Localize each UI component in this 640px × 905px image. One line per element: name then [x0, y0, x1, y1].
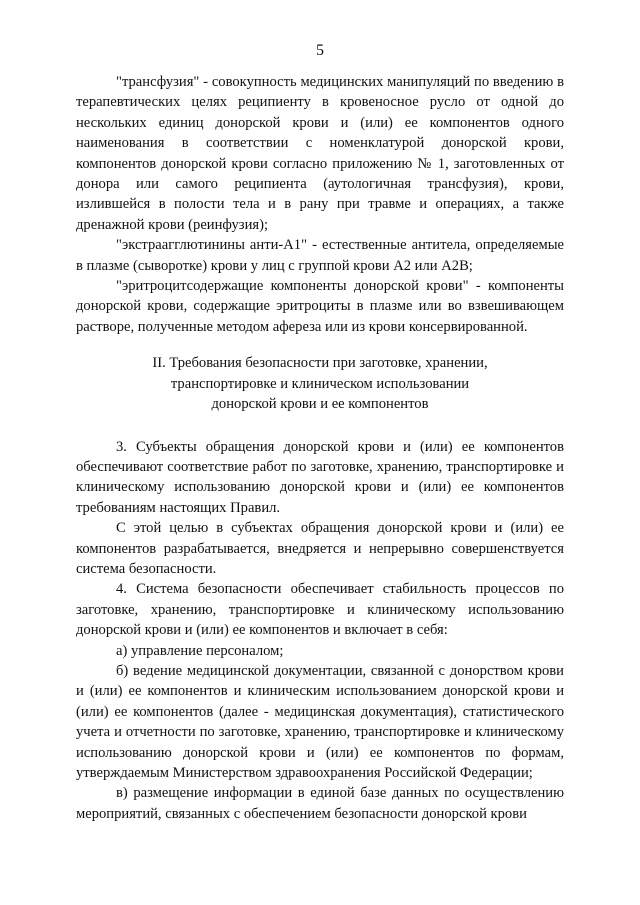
page-number: 5 [316, 42, 324, 59]
section-heading-line-1: II. Требования безопасности при заготовке, хранении, [152, 355, 488, 372]
section-heading [76, 353, 564, 414]
definition-transfusion-paragraph: "трансфузия" - совокупность медицинских манипуляций по введению в терапевтических целях реципиенту в кровеносное русло от одной до нескольких единиц донорской крови и (или) ее компонентов одного наименования в соответствии с номенклатурой донорской крови, компонентов донорской крови согласно приложению № 1, заготовленных от донора или самого реципиента (аутологичная трансфузия), крови, излившейся в полости тела и в рану при травме и операциях, а также дренажной крови (реинфузия); [76, 74, 564, 233]
definition-erythrocyte-components-paragraph: "эритроцитсодержащие компоненты донорской крови" - компоненты донорской крови, содержащие эритроциты в плазме или во взвешивающем растворе, полученные методом афереза или из крови консервированной. [76, 278, 564, 335]
definition-extraagglutinins-paragraph: "экстраагглютинины анти-A1" - естественные антитела, определяемые в плазме (сыворотке) крови у лиц с группой крови A2 или A2B; [76, 237, 564, 274]
clause-3-paragraph: 3. Субъекты обращения донорской крови и (или) ее компонентов обеспечивают соответствие работ по заготовке, хранению, транспортировке и клиническому использованию донорской крови и (или) ее компонентов требованиям настоящих Правил. [76, 438, 564, 516]
clause-4-paragraph: 4. Система безопасности обеспечивает стабильность процессов по заготовке, хранению, транспортировке и клиническому использованию донорской крови и (или) ее компонентов и включает в себя: [76, 581, 564, 639]
clause-4a-paragraph: а) управление персоналом; [116, 642, 284, 659]
clause-4b-paragraph: б) ведение медицинской документации, связанной с донорством крови и (или) ее компонентов и клиническим использованием донорской крови и (или) ее компонентов (далее - медицинская документация), статистического учета и отчетности по заготовке, хранению, транспортировке и клиническому использованию донорской крови и (или) ее компонентов по формам, утверждаемым Министерством здравоохранения Российской Федерации; [76, 662, 564, 781]
document-body [76, 72, 564, 824]
section-heading-line-3: донорской крови и ее компонентов [211, 396, 429, 413]
clause-3-continuation-paragraph: С этой целью в субъектах обращения донорской крови и (или) ее компонентов разрабатывается, внедряется и непрерывно совершенствуется система безопасности. [76, 520, 564, 577]
clause-4v-paragraph: в) размещение информации в единой базе данных по осуществлению мероприятий, связанных с обеспечением безопасности донорской крови [76, 785, 564, 822]
section-heading-line-2: транспортировке и клиническом использовании [170, 375, 470, 392]
